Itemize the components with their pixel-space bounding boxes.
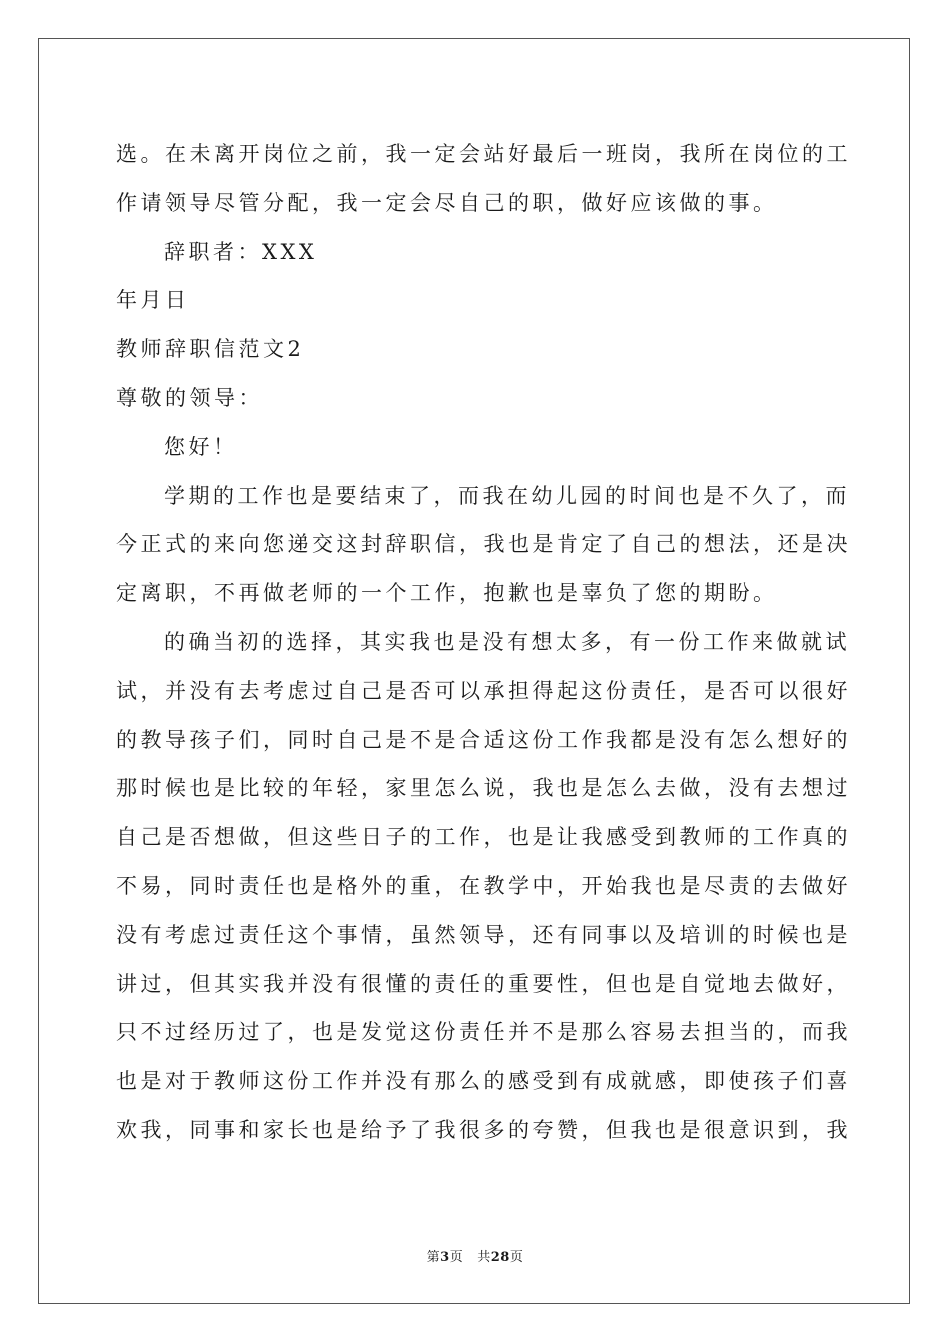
text-line: 那时候也是比较的年轻，家里怎么说，我也是怎么去做，没有去想过 [116,776,851,801]
text-line: 年月日 [116,288,190,313]
text-line: 选。在未离开岗位之前，我一定会站好最后一班岗，我所在岗位的工 [116,142,851,166]
text-line: 讲过，但其实我并没有很懂的责任的重要性，但也是自觉地去做好， [116,971,851,996]
total-pages-suffix: 页 [509,1250,524,1265]
text-line: 只不过经历过了，也是发觉这份责任并不是那么容易去担当的，而我 [116,1020,851,1045]
page-number-suffix: 页 [449,1250,464,1265]
text-line: 学期的工作也是要结束了，而我在幼儿园的时间也是不久了，而 [164,483,850,508]
text-line: 尊敬的领导： [116,385,263,410]
text-line: 也是对于教师这份工作并没有那么的感受到有成就感，即使孩子们喜 [116,1069,851,1094]
total-pages-prefix: 共 [477,1250,491,1265]
current-page-number: 3 [440,1250,450,1265]
total-pages-number: 28 [490,1250,510,1265]
page-number-prefix: 第 [426,1250,441,1265]
document-body [116,130,851,1155]
text-line: 的确当初的选择，其实我也是没有想太多，有一份工作来做就试 [164,629,850,654]
text-line: 试，并没有去考虑过自己是否可以承担得起这份责任，是否可以很好 [116,678,851,703]
text-line: 没有考虑过责任这个事情，虽然领导，还有同事以及培训的时候也是 [116,922,851,947]
text-line: 您好！ [164,434,238,459]
text-line: 教师辞职信范文2 [116,337,305,362]
page-footer [0,1246,950,1265]
text-line: 定离职，不再做老师的一个工作，抱歉也是辜负了您的期盼。 [116,581,778,606]
text-line: 的教导孩子们，同时自己是不是合适这份工作我都是没有怎么想好的 [116,727,851,752]
text-line: 不易，同时责任也是格外的重，在教学中，开始我也是尽责的去做好 [116,873,851,898]
text-line: 自己是否想做，但这些日子的工作，也是让我感受到教师的工作真的 [116,825,851,850]
text-line: 辞职者：XXX [164,239,318,264]
text-line: 今正式的来向您递交这封辞职信，我也是肯定了自己的想法，还是决 [116,532,851,557]
text-line: 作请领导尽管分配，我一定会尽自己的职，做好应该做的事。 [116,190,778,215]
text-line: 欢我，同事和家长也是给予了我很多的夸赞，但我也是很意识到，我 [116,1117,851,1142]
